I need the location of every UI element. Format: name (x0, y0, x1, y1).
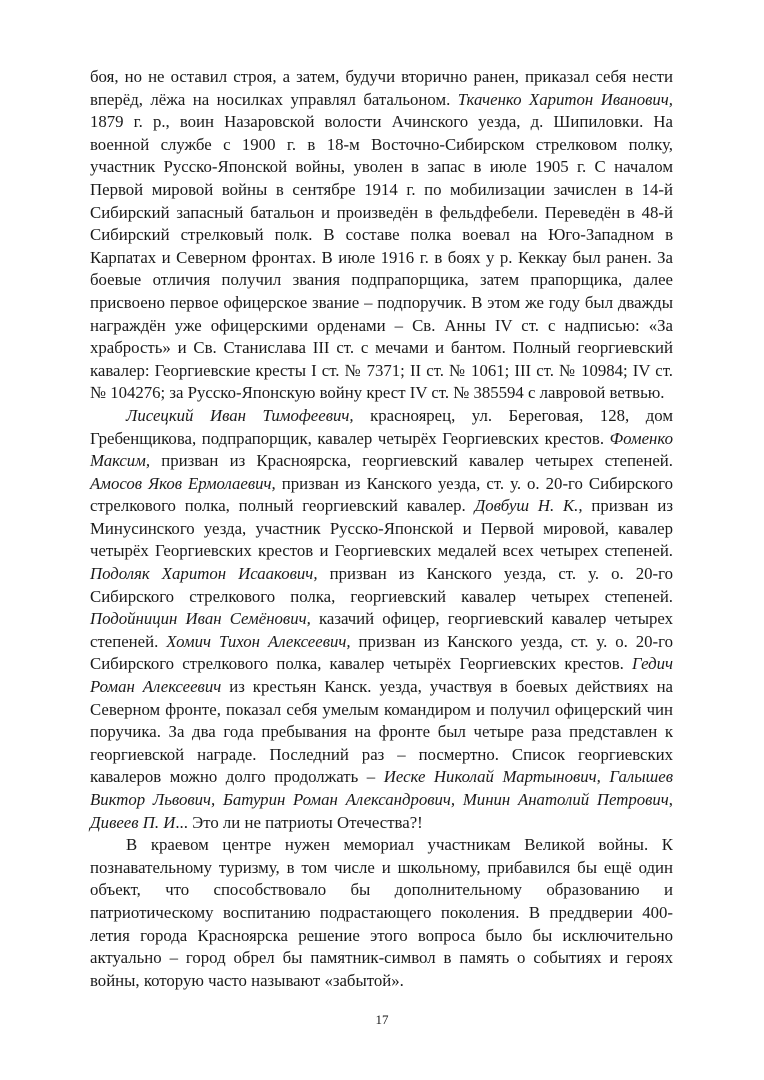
paragraph-text: В краевом центре нужен мемориал участникам Великой войны. К познавательному туризму, в том числе и школьному, прибавился бы ещё один объект, что способствовало бы дополнительному образованию и патриотическому воспитанию подрастающего поколения. В преддверии 400-летия города Красноярска решение этого вопроса было бы исключительно актуально – город обрел бы памятник-символ в память о событиях и героях войны, которую часто называют «забытой». (90, 835, 673, 990)
italic-name-text: Фоменко Максим, (90, 428, 673, 471)
italic-name-text: Лисецкий Иван Тимофеевич, (126, 405, 354, 425)
paragraph-text: ... Это ли не патриоты Отечества?! (175, 812, 423, 832)
paragraph (90, 66, 673, 405)
body-text (90, 66, 673, 992)
italic-name-text: Довбуш Н. К., (474, 496, 583, 516)
italic-name-text: Амосов Яков Ермолаевич, (90, 473, 276, 493)
italic-name-text: Хомич Тихон Алексеевич, (166, 631, 351, 651)
paragraph-text: , (668, 790, 673, 809)
italic-name-text: Дивеев П. И (90, 812, 176, 832)
paragraph-text: из крестьян Канск. уезда, участвуя в боевых действиях на Северном фронте, показал себя умелым командиром и получил офицерский чин поручика. За два года пребывания на фронте был четыре раза представлен к георгиевской награде. Последний раз – посмертно. Список георгиевских кавалеров можно долго продолжать – (90, 677, 674, 787)
paragraph-text: призван из Красноярска, георгиевский кавалер четырех степеней. (150, 451, 673, 471)
italic-name-text: Гедич Роман Алексеевич (90, 654, 673, 697)
paragraph-text: казачий офицер, георгиевский кавалер четырех степеней. (90, 609, 673, 651)
paragraph (90, 834, 673, 992)
paragraph-text: призван из Канского уезда, ст. у. о. 20-го Сибирского стрелкового полка, георгиевский кавалер четырех степеней. (90, 564, 673, 606)
italic-name-text: Ткаченко Харитон Иванович, (457, 89, 673, 109)
paragraph-text: призван из Канского уезда, ст. у. о. 20-го Сибирского стрелкового полка, полный георгиевский кавалер. (90, 473, 673, 516)
italic-name-text: Подоляк Харитон Исаакович, (90, 564, 318, 584)
paragraph-text: боя, но не оставил строя, а затем, будучи вторично ранен, приказал себя нести вперёд, лёжа на носилках управлял батальоном. (90, 67, 673, 109)
italic-name-text: Подойницин Иван Семёнович, (90, 609, 311, 629)
paragraph-text: призван из Минусинского уезда, участник Русско-Японской и Первой мировой, кавалер четырёх Георгиевских крестов и Георгиевских медалей всех четырех степеней. (90, 496, 673, 561)
paragraph-text: 1879 г. р., воин Назаровской волости Ачинского уезда, д. Шипиловки. На военной службе с 1900 г. в 18-м Восточно-Сибирском стрелковом полку, участник Русско-Японской войны, уволен в запас в июле 1905 г. С началом Первой мировой войны в сентябре 1914 г. по мобилизации зачислен в 14-й Сибирский запасный батальон и произведён в фельдфебели. Переведён в 48-й Сибирский стрелковый полк. В составе полка воевал на Юго-Западном в Карпатах и Северном фронтах. В июле 1916 г. в боях у р. Кеккау был ранен. За боевые отличия получил звания подпрапорщика, затем прапорщика, далее присвоено первое офицерское звание – подпоручик. В этом же году был дважды награждён уже офицерскими орденами – Св. Анны IV ст. с надписью: «За храбрость» и Св. Станислава III ст. с мечами и бантом. Полный георгиевский кавалер: Георгиевские кресты I ст. № 7371; II ст. № 1061; III ст. № 10984; IV ст. № 104276; за Русско-Японскую войну крест IV ст. № 385594 с лавровой ветвью. (90, 112, 673, 403)
paragraph-text: красноярец, ул. Береговая, 128, дом Гребенщикова, подпрапорщик, кавалер четырёх Георгиевских крестов. (90, 405, 673, 448)
paragraph (90, 405, 673, 834)
italic-name-text: Иеске Николай Мартынович, Галышев Виктор Львович, Батурин Роман Александрович, Минин Анатолий Петрович (90, 767, 673, 809)
page-number: 17 (375, 1012, 389, 1027)
paragraph-text: призван из Канского уезда, ст. у. о. 20-го Сибирского стрелкового полка, кавалер четырёх Георгиевских крестов. (90, 631, 673, 674)
